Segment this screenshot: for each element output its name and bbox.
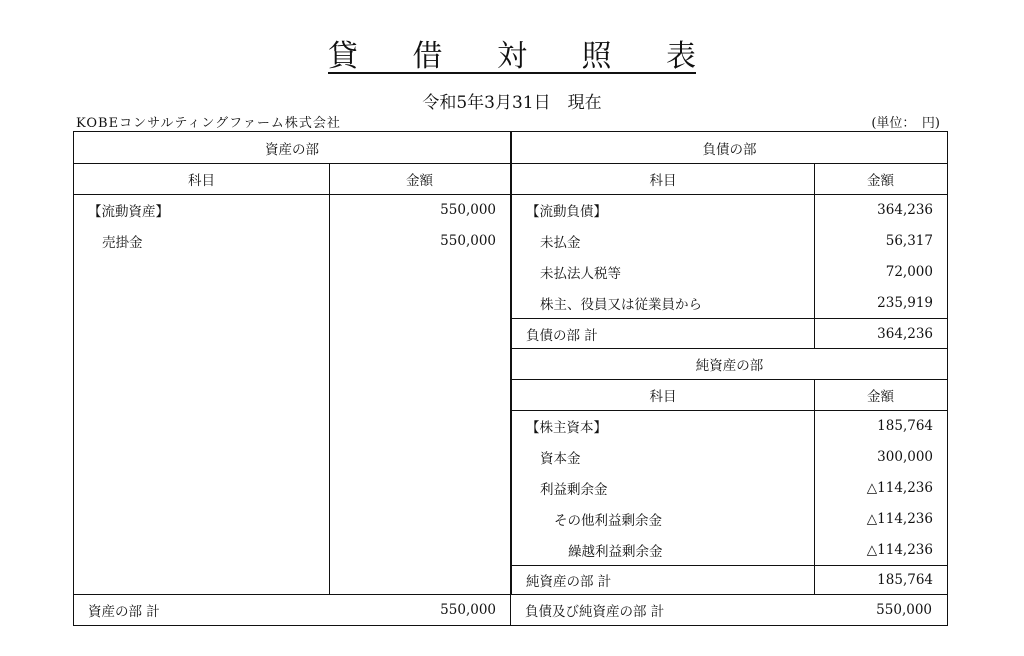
row-amount: 56,317 [885, 232, 933, 249]
row-label: 売掛金 [102, 234, 143, 251]
company-name: KOBEコンサルティングファーム株式会社 [76, 116, 341, 131]
table-row [512, 534, 947, 565]
column-header-item: 科目 [649, 173, 677, 189]
table-row [512, 472, 947, 503]
table-row [512, 441, 947, 472]
row-label: その他利益剰余金 [554, 512, 662, 529]
assets-header: 資産の部 [265, 141, 319, 158]
net-assets-column-header-row [512, 379, 947, 410]
table-row [512, 225, 947, 256]
assets-column-header-row [74, 163, 510, 194]
column-header-amount: 金額 [867, 389, 894, 405]
liabilities-header: 負債の部 [702, 141, 757, 158]
title-char: 対 [497, 39, 527, 74]
unit-label: (単位： 円) [871, 116, 940, 131]
row-amount: 550,000 [440, 232, 496, 249]
title-char: 貸 [328, 39, 358, 74]
row-label: 繰越利益剰余金 [568, 543, 663, 560]
net-assets-header-row [512, 348, 947, 379]
row-amount: 364,236 [877, 202, 933, 218]
row-amount: 550,000 [440, 602, 496, 618]
row-amount: △114,236 [866, 479, 933, 496]
column-header-item: 科目 [649, 389, 677, 405]
liabilities-section [511, 131, 948, 595]
column-header-amount: 金額 [406, 173, 433, 189]
row-label: 未払金 [540, 234, 581, 251]
row-label: 資本金 [540, 450, 581, 467]
row-label: 資産の部 計 [88, 604, 160, 620]
row-amount: △114,236 [866, 541, 933, 558]
row-label: 負債及び純資産の部 計 [525, 604, 665, 620]
row-label: 株主、役員又は従業員から [540, 296, 702, 313]
document-title [328, 34, 696, 74]
row-amount: 72,000 [885, 263, 933, 280]
table-row [512, 503, 947, 534]
title-char: 借 [412, 39, 443, 74]
table-row [74, 194, 510, 225]
row-label: 【株主資本】 [526, 420, 607, 436]
row-label: 負債の部 計 [526, 327, 598, 344]
assets-header-row [74, 132, 510, 163]
row-amount: 185,764 [877, 572, 933, 588]
row-amount: 300,000 [877, 448, 933, 465]
title-char: 表 [666, 39, 696, 74]
net-assets-total-row [512, 565, 947, 594]
row-label: 未払法人税等 [540, 265, 621, 282]
liabilities-header-row [512, 132, 947, 163]
table-row [512, 287, 947, 318]
row-label: 【流動負債】 [526, 204, 607, 220]
title-char: 照 [581, 39, 612, 74]
net-assets-header: 純資産の部 [695, 358, 764, 374]
column-header-item: 科目 [188, 173, 215, 189]
row-amount: 185,764 [877, 418, 933, 434]
table-row [512, 194, 947, 225]
as-of-date: 令和5年3月31日 現在 [422, 93, 602, 113]
row-label: 【流動資産】 [88, 204, 169, 220]
row-amount: 550,000 [440, 202, 496, 218]
column-header-amount: 金額 [867, 173, 894, 189]
liabilities-total-row [512, 318, 947, 348]
table-row [512, 410, 947, 441]
row-label: 純資産の部 計 [526, 574, 612, 590]
table-row [512, 256, 947, 287]
table-row [74, 225, 510, 256]
assets-total-row [73, 595, 511, 626]
row-amount: △114,236 [866, 510, 933, 527]
row-label: 利益剰余金 [540, 481, 608, 498]
liabilities-column-header-row [512, 163, 947, 194]
assets-section [73, 131, 511, 595]
row-amount: 550,000 [876, 602, 932, 618]
row-amount: 364,236 [877, 325, 933, 342]
row-amount: 235,919 [877, 294, 933, 311]
grand-total-row [511, 595, 948, 626]
